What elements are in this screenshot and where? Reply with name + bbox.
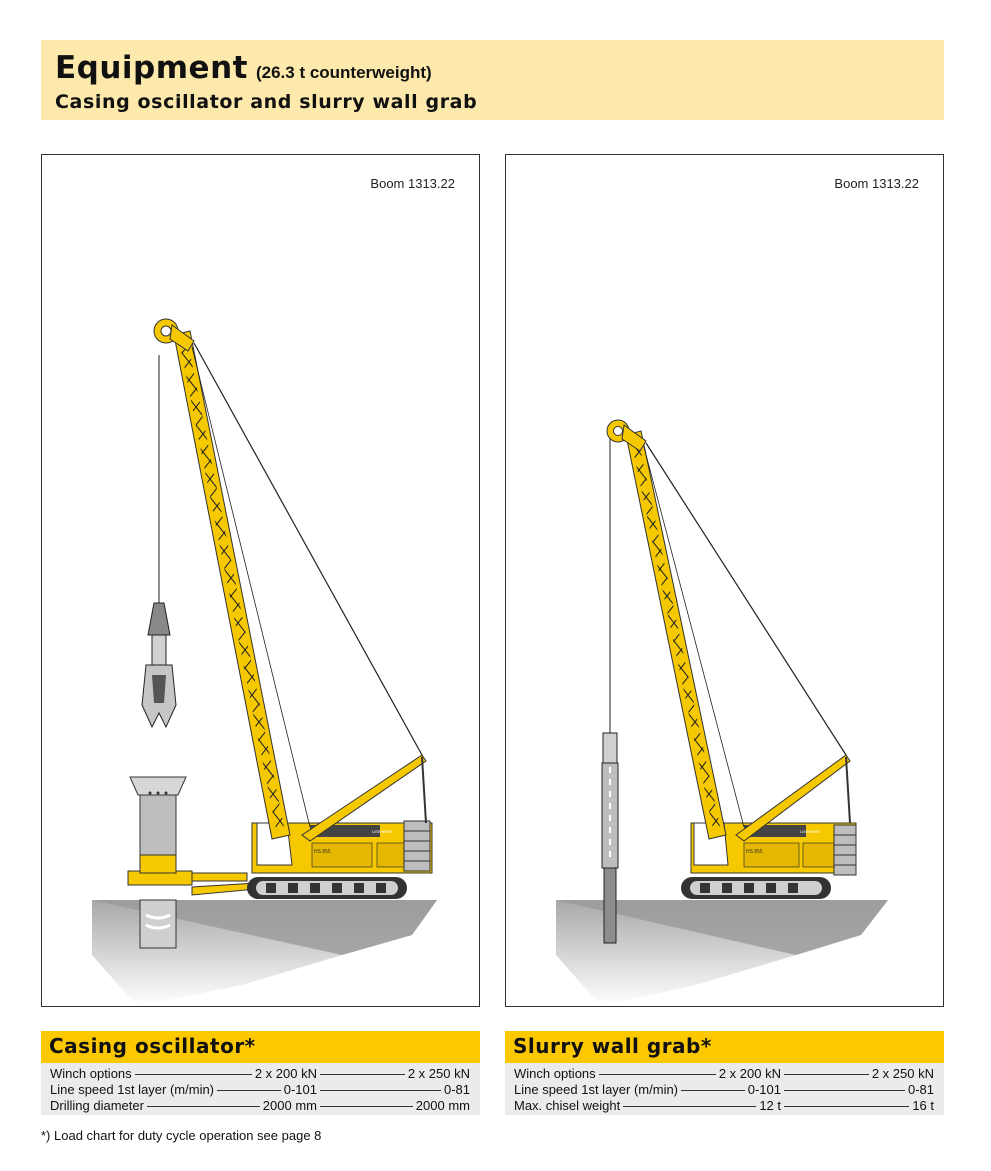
spec-label: Winch options xyxy=(50,1066,135,1081)
spec-value: 0-81 xyxy=(905,1082,934,1097)
spec-label: Line speed 1st layer (m/min) xyxy=(50,1082,217,1097)
spec-label: Winch options xyxy=(514,1066,599,1081)
page-subtitle: Casing oscillator and slurry wall grab xyxy=(55,91,478,113)
boom-label: Boom 1313.22 xyxy=(834,176,919,191)
machine-mark: HS 855 xyxy=(746,849,763,855)
crane-drawing-right xyxy=(506,155,943,1006)
spec-value: 0-101 xyxy=(745,1082,784,1097)
spec-row xyxy=(514,1098,934,1113)
spec-row xyxy=(514,1082,934,1097)
spec-label: Line speed 1st layer (m/min) xyxy=(514,1082,681,1097)
spec-value: 2 x 200 kN xyxy=(716,1066,784,1081)
spec-value: 2000 mm xyxy=(260,1098,320,1113)
slurry-wall-grab-illustration xyxy=(505,154,944,1007)
page-header xyxy=(41,40,944,120)
footnote: *) Load chart for duty cycle operation see page 8 xyxy=(41,1128,322,1143)
boom-label: Boom 1313.22 xyxy=(370,176,455,191)
spec-row xyxy=(50,1082,470,1097)
slurry-wall-grab-spec-header xyxy=(505,1031,944,1063)
casing-oscillator-spec-table xyxy=(41,1063,480,1115)
spec-title: Casing oscillator* xyxy=(49,1034,256,1058)
spec-row xyxy=(50,1098,470,1113)
spec-label: Max. chisel weight xyxy=(514,1098,623,1113)
brand-mark: LIEBHERR xyxy=(372,829,393,834)
title-note: (26.3 t counterweight) xyxy=(255,63,432,82)
crane-drawing-left xyxy=(42,155,479,1006)
spec-value: 0-101 xyxy=(281,1082,320,1097)
spec-value: 2 x 250 kN xyxy=(869,1066,934,1081)
slurry-grab xyxy=(603,733,617,763)
spec-row xyxy=(50,1066,470,1081)
slurry-wall-grab-spec-table xyxy=(505,1063,944,1115)
brand-mark: LIEBHERR xyxy=(800,829,821,834)
casing-oscillator-illustration xyxy=(41,154,480,1007)
spec-value: 2 x 250 kN xyxy=(405,1066,470,1081)
spec-value: 2 x 200 kN xyxy=(252,1066,320,1081)
spec-value: 16 t xyxy=(909,1098,934,1113)
spec-title: Slurry wall grab* xyxy=(513,1034,712,1058)
casing-oscillator-spec-header xyxy=(41,1031,480,1063)
spec-value: 12 t xyxy=(756,1098,784,1113)
spec-label: Drilling diameter xyxy=(50,1098,147,1113)
casing-pipe-ground xyxy=(140,900,176,948)
spec-row xyxy=(514,1066,934,1081)
page-title xyxy=(55,50,432,86)
machine-mark: HS 855 xyxy=(314,849,331,855)
title-text: Equipment xyxy=(55,50,248,86)
spec-value: 0-81 xyxy=(441,1082,470,1097)
hammer-grab xyxy=(148,603,170,635)
spec-value: 2000 mm xyxy=(413,1098,470,1113)
